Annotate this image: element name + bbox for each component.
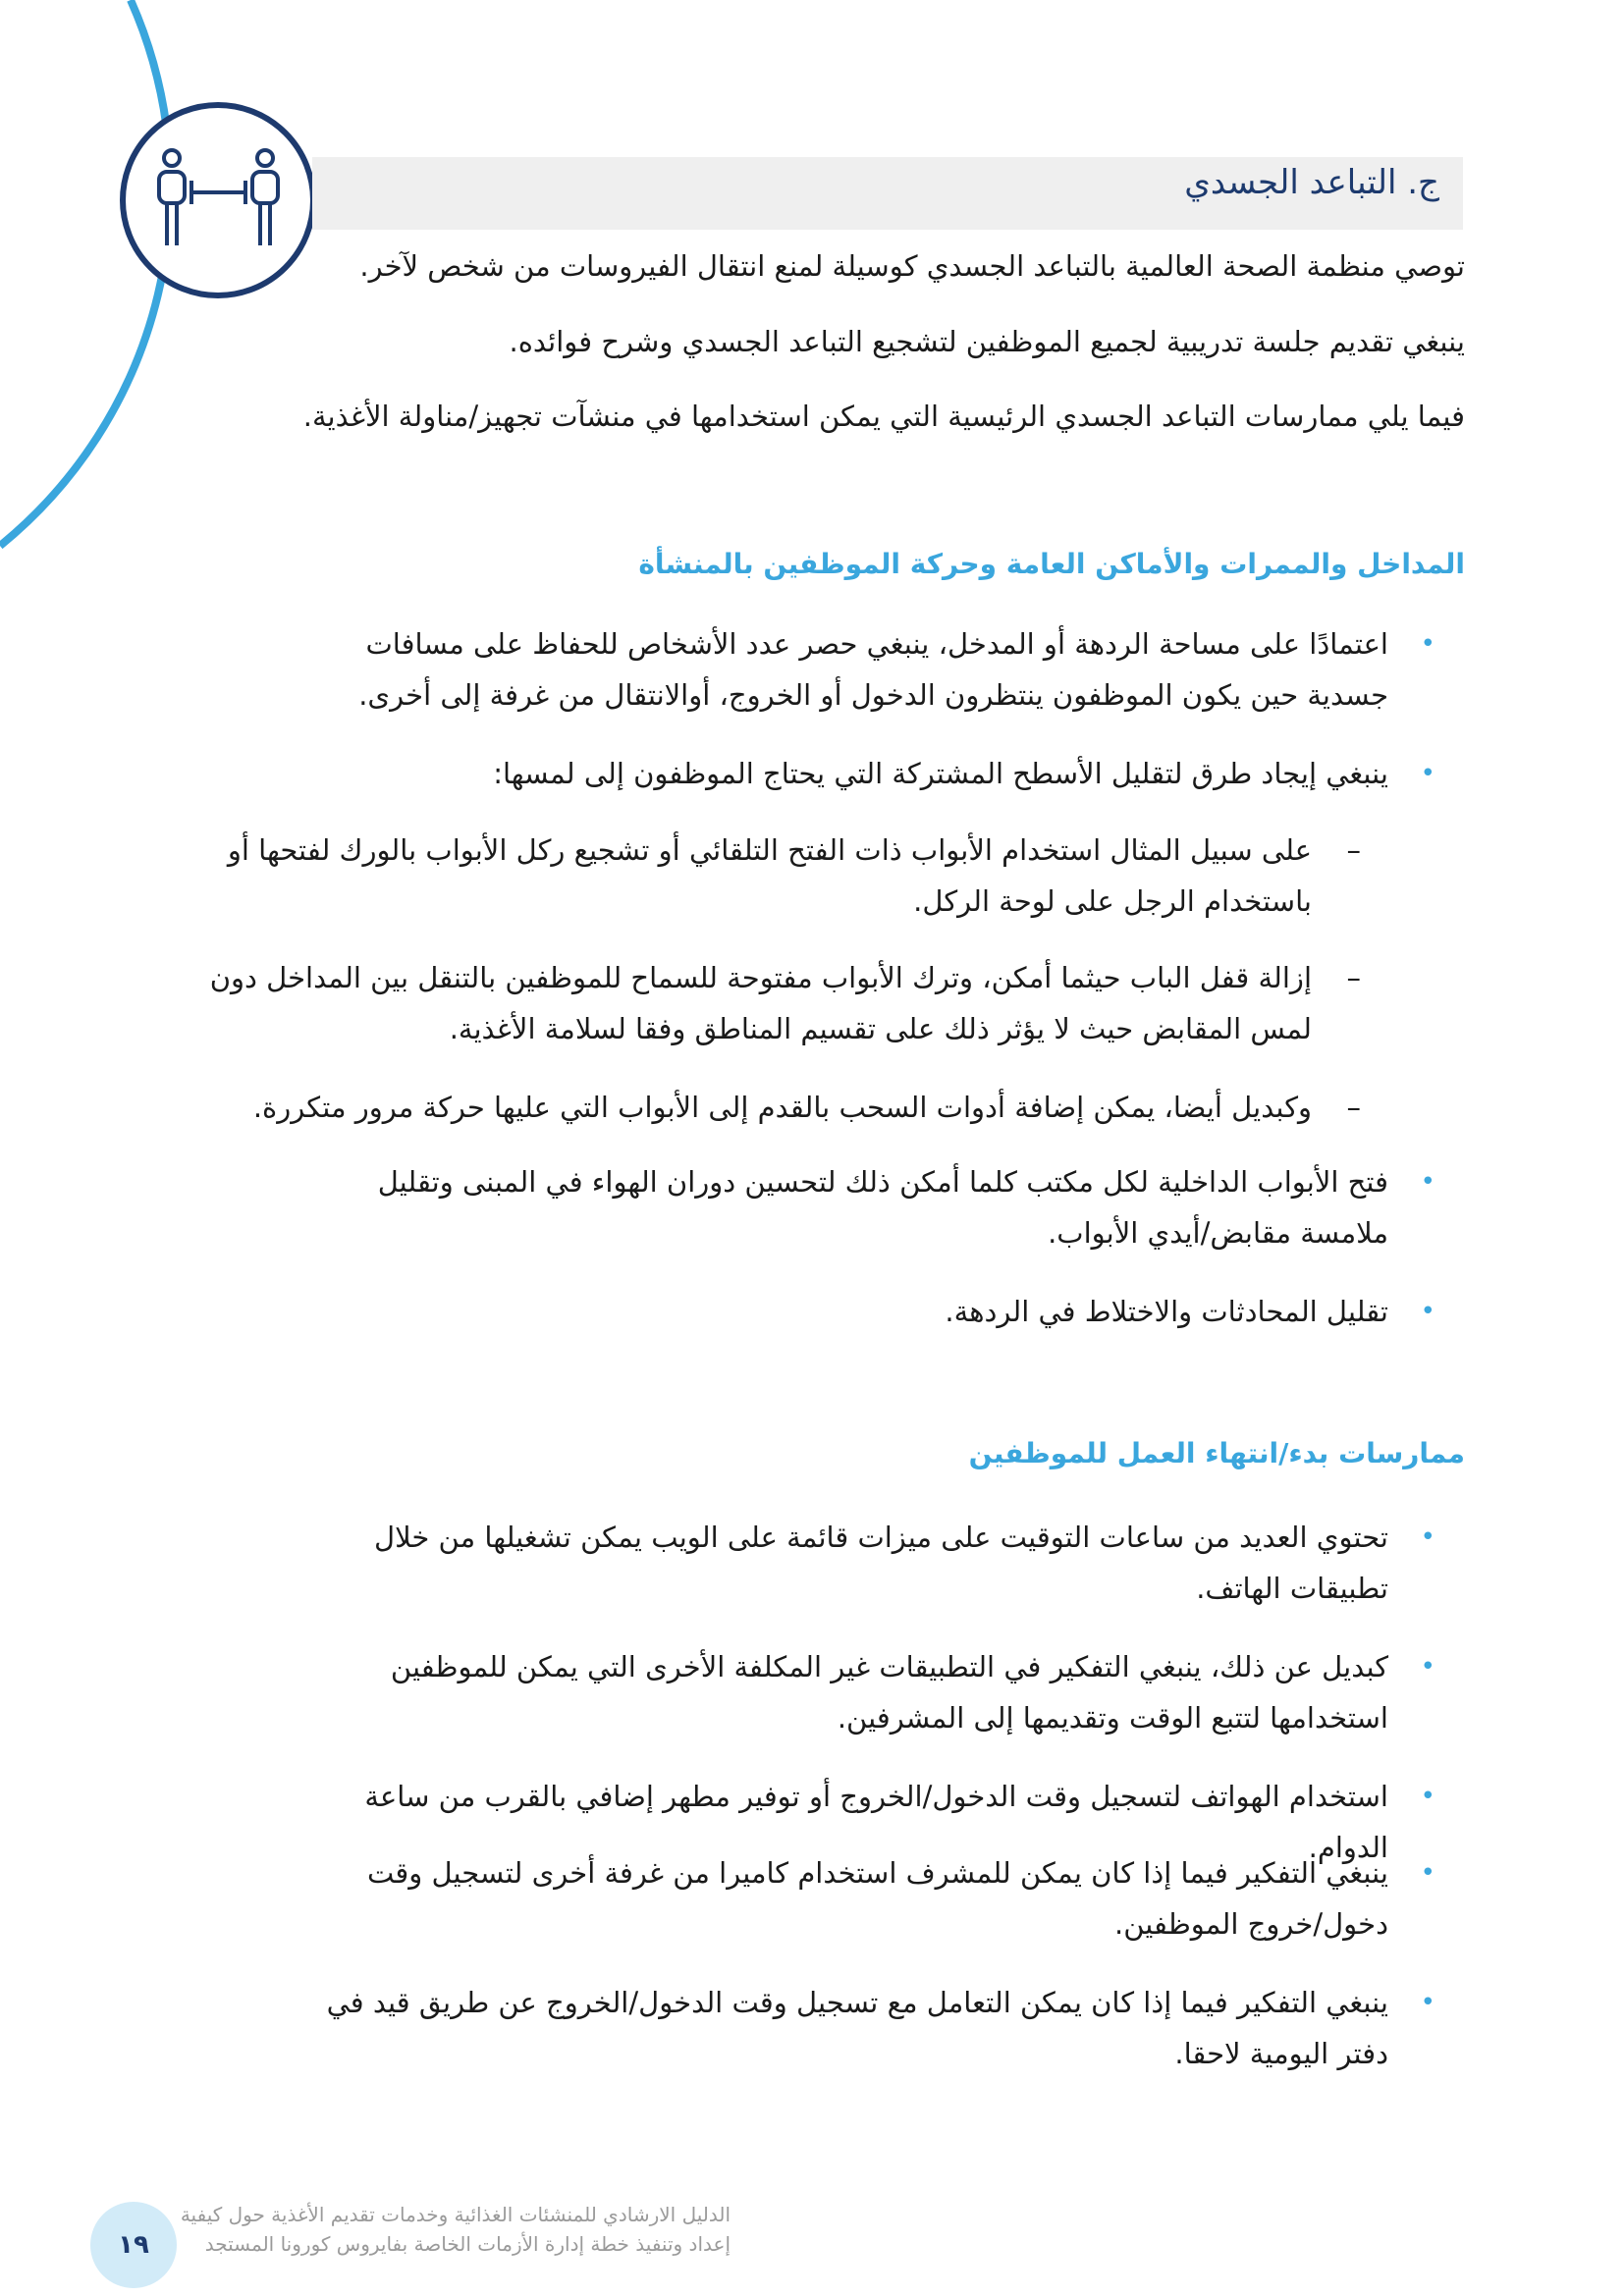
bullet-item: • اعتمادًا على مساحة الردهة أو المدخل، ينبغي حصر عدد الأشخاص للحفاظ على مسافات جسدية حين يكون الموظفون ينتظرون الدخول أو الخروج، أوالانتقال من غرفة إلى أخرى. xyxy=(318,618,1388,721)
social-distancing-icon xyxy=(123,105,313,295)
dash-item: – وكبديل أيضا، يمكن إضافة أدوات السحب بالقدم إلى الأبواب التي عليها حركة مرور متكررة. xyxy=(173,1082,1312,1133)
decorative-arc xyxy=(0,0,171,546)
bullet-item: • تحتوي العديد من ساعات التوقيت على ميزات قائمة على الويب يمكن تشغيلها من خلال تطبيقات الهاتف. xyxy=(318,1512,1388,1614)
section-title: ج. التباعد الجسدي xyxy=(1184,163,1439,202)
intro-paragraph: فيما يلي ممارسات التباعد الجسدي الرئيسية التي يمكن استخدامها في منشآت تجهيز/مناولة الأغذية. xyxy=(302,400,1465,433)
footer-title-line: إعداد وتنفيذ خطة إدارة الأزمات الخاصة بفايروس كورونا المستجد xyxy=(204,2232,731,2256)
bullet-item: • تقليل المحادثات والاختلاط في الردهة. xyxy=(318,1286,1388,1337)
bullet-item: • فتح الأبواب الداخلية لكل مكتب كلما أمكن ذلك لتحسين دوران الهواء في المبنى وتقليل ملامسة مقابض/أيدي الأبواب. xyxy=(318,1156,1388,1258)
page-number: ١٩ xyxy=(90,2202,177,2288)
bullet-item: • كبديل عن ذلك، ينبغي التفكير في التطبيقات غير المكلفة الأخرى التي يمكن للموظفين استخدامها لتتبع الوقت وتقديمها إلى المشرفين. xyxy=(318,1641,1388,1743)
bullet-item: • ينبغي إيجاد طرق لتقليل الأسطح المشتركة التي يحتاج الموظفون إلى لمسها: xyxy=(318,748,1388,799)
intro-paragraph: توصي منظمة الصحة العالمية بالتباعد الجسدي كوسيلة لمنع انتقال الفيروسات من شخص لآخر. xyxy=(359,249,1465,283)
footer-title-line: الدليل الارشادي للمنشئات الغذائية وخدمات تقديم الأغذية حول كيفية xyxy=(180,2203,731,2226)
bullet-item: • ينبغي التفكير فيما إذا كان يمكن التعامل مع تسجيل وقت الدخول/الخروج عن طريق قيد في دفتر اليومية لاحقا. xyxy=(318,1977,1388,2079)
entrances-heading: المداخل والممرات والأماكن العامة وحركة الموظفين بالمنشأة xyxy=(638,548,1465,580)
intro-paragraph: ينبغي تقديم جلسة تدريبية لجميع الموظفين لتشجيع التباعد الجسدي وشرح فوائده. xyxy=(509,325,1465,358)
bullet-item: • ينبغي التفكير فيما إذا كان يمكن للمشرف استخدام كاميرا من غرفة أخرى لتسجيل وقت دخول/خروج الموظفين. xyxy=(318,1847,1388,1949)
dash-item: – على سبيل المثال استخدام الأبواب ذات الفتح التلقائي أو تشجيع ركل الأبواب بالورك لفتحها أو باستخدام الرجل على لوحة الركل. xyxy=(173,825,1312,927)
dash-item: – إزالة قفل الباب حيثما أمكن، وترك الأبواب مفتوحة للسماح للموظفين بالتنقل بين المداخل دون لمس المقابض حيث لا يؤثر ذلك على تقسيم المناطق وفقا لسلامة الأغذية. xyxy=(173,952,1312,1054)
bullet-item: • استخدام الهواتف لتسجيل وقت الدخول/الخروج أو توفير مطهر إضافي بالقرب من ساعة الدوام. xyxy=(318,1771,1388,1873)
work-practices-heading: ممارسات بدء/انتهاء العمل للموظفين xyxy=(968,1437,1465,1469)
